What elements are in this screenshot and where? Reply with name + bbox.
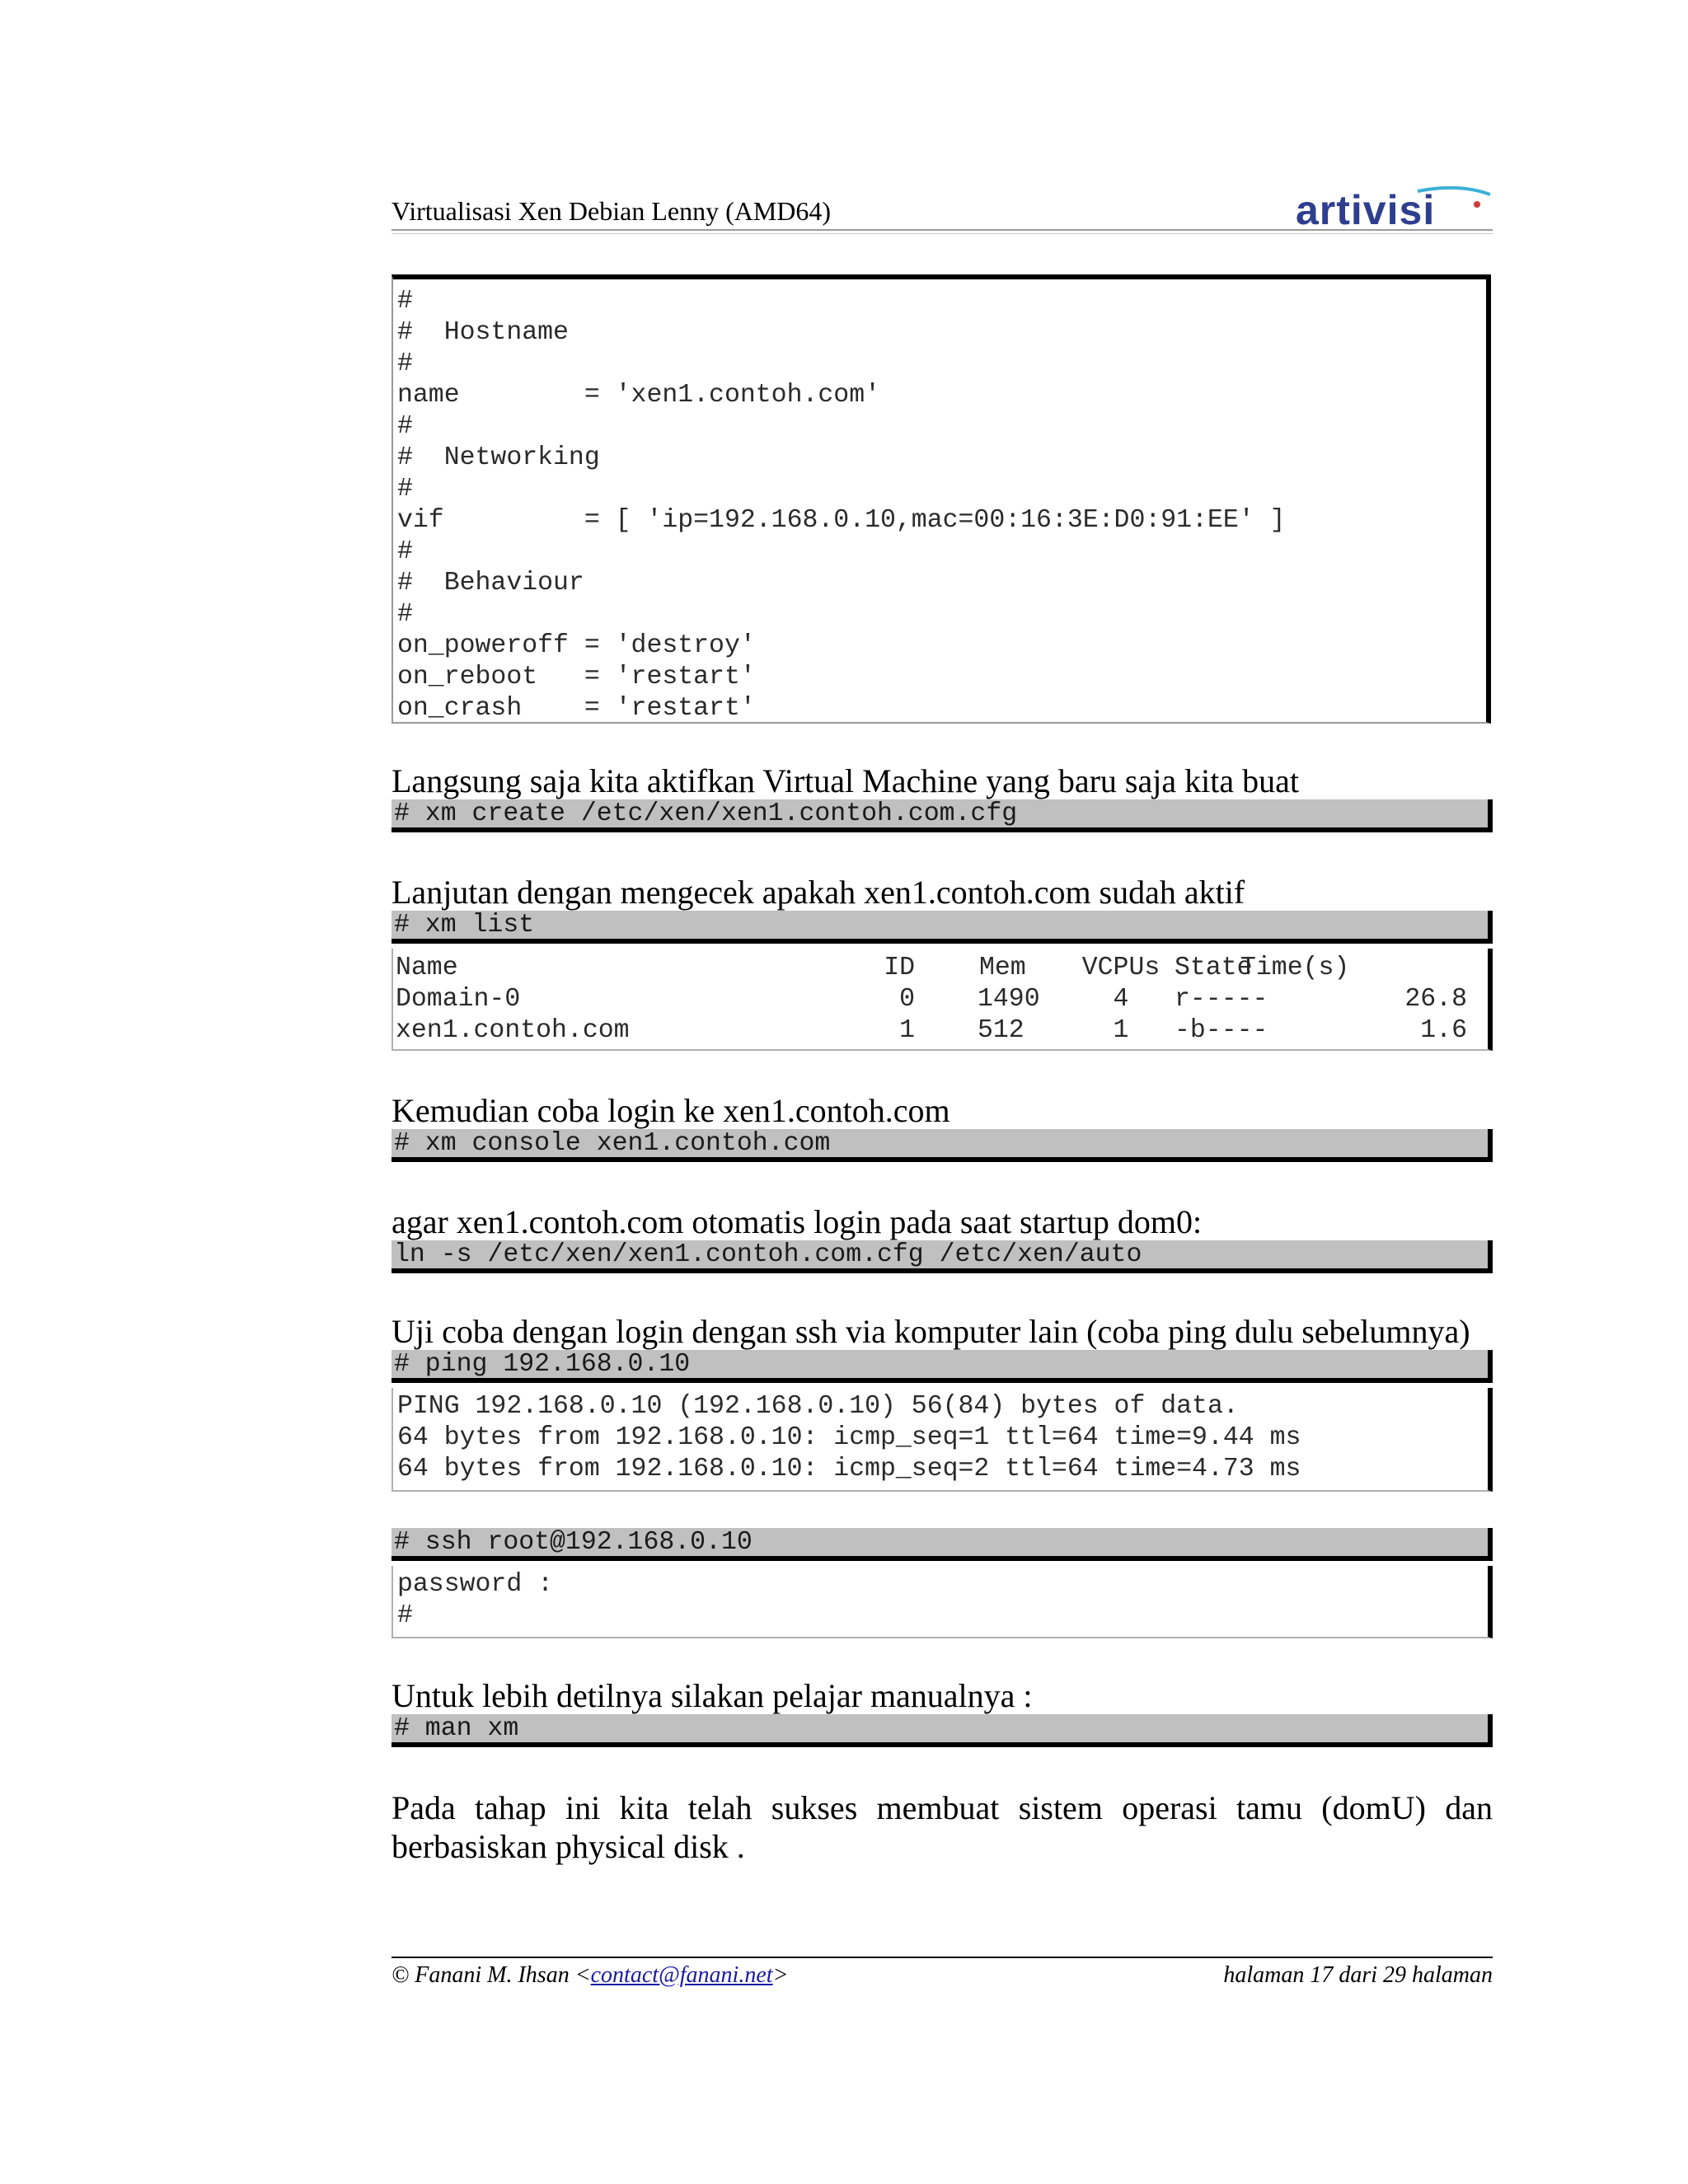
footer-author	[392, 1961, 788, 1990]
config-line: name = 'xen1.contoh.com'	[397, 381, 880, 410]
config-line: #	[397, 475, 413, 504]
logo-dot	[1474, 201, 1480, 208]
create-lead-text: Langsung saja kita aktifkan Virtual Machine yang baru saja kita buat	[392, 762, 1299, 799]
config-line: #	[397, 412, 413, 441]
cell-name: xen1.contoh.com	[396, 1016, 630, 1045]
config-code-block	[392, 274, 1491, 724]
config-line: on_reboot = 'restart'	[397, 663, 756, 691]
cell-mem: 1490	[978, 985, 1040, 1014]
list-lead-text: Lanjutan dengan mengecek apakah xen1.contoh.com sudah aktif	[392, 874, 1245, 911]
ssh-output-box	[392, 1566, 1493, 1638]
col-header-time: Time(s)	[1240, 954, 1350, 982]
ping-command-bar	[392, 1350, 1493, 1383]
col-header-name: Name	[396, 954, 458, 982]
man-command: # man xm	[394, 1714, 519, 1743]
cell-name: Domain-0	[396, 985, 521, 1014]
header-rule-thin	[392, 233, 1493, 234]
col-header-mem: Mem	[979, 954, 1026, 982]
cell-state: -b----	[1175, 1016, 1268, 1045]
cell-mem: 512	[978, 1016, 1025, 1045]
auto-command: ln -s /etc/xen/xen1.contoh.com.cfg /etc/xen/auto	[394, 1240, 1142, 1269]
auto-lead-text: agar xen1.contoh.com otomatis login pada saat startup dom0:	[392, 1203, 1203, 1240]
cell-vcpus: 4	[1113, 985, 1129, 1014]
col-header-vcpus: VCPUs	[1081, 954, 1160, 982]
author-email-link[interactable]: contact@fanani.net	[590, 1962, 773, 1988]
list-command-bar	[392, 911, 1493, 944]
config-line: # Hostname	[397, 318, 569, 347]
config-line: # Behaviour	[397, 569, 584, 598]
header-title: Virtualisasi Xen Debian Lenny (AMD64)	[392, 196, 832, 226]
config-line: #	[397, 537, 413, 566]
ping-command: # ping 192.168.0.10	[394, 1350, 691, 1379]
ping-output-line: 64 bytes from 192.168.0.10: icmp_seq=1 ttl=64 time=9.44 ms	[397, 1423, 1301, 1452]
col-header-id: ID	[884, 954, 915, 982]
cell-state: r-----	[1175, 985, 1268, 1014]
footer-page-info: halaman 17 dari 29 halaman	[1223, 1962, 1493, 1988]
config-line: on_crash = 'restart'	[397, 694, 756, 723]
cell-time: 1.6	[1420, 1016, 1467, 1045]
footer-author-suffix: >	[772, 1962, 789, 1988]
create-command-bar	[392, 799, 1493, 832]
ssh-output-line: #	[397, 1601, 413, 1630]
ping-output-line: PING 192.168.0.10 (192.168.0.10) 56(84) bytes of data.	[397, 1392, 1239, 1421]
artivisi-logo	[1294, 186, 1493, 236]
list-command: # xm list	[394, 911, 535, 940]
config-line: vif = [ 'ip=192.168.0.10,mac=00:16:3E:D0:91:EE' ]	[397, 506, 1286, 535]
ssh-command-bar	[392, 1528, 1493, 1561]
footer-author-prefix: © Fanani M. Ihsan <	[392, 1962, 591, 1988]
console-command: # xm console xen1.contoh.com	[394, 1129, 831, 1158]
ping-output-box	[392, 1388, 1493, 1492]
config-line: #	[397, 349, 413, 378]
config-line: # Networking	[397, 443, 600, 472]
logo-wordmark: artivisi	[1296, 187, 1436, 233]
console-lead-text: Kemudian coba login ke xen1.contoh.com	[392, 1092, 950, 1129]
cell-id: 0	[899, 985, 915, 1014]
ssh-output-line: password :	[397, 1570, 554, 1599]
auto-command-bar	[392, 1240, 1493, 1273]
config-line: #	[397, 600, 413, 629]
console-command-bar	[392, 1129, 1493, 1162]
config-line: #	[397, 287, 413, 316]
footer-rule	[392, 1957, 1493, 1958]
header-rule	[392, 229, 1493, 231]
cell-time: 26.8	[1404, 985, 1467, 1014]
create-command: # xm create /etc/xen/xen1.contoh.com.cfg	[394, 799, 1018, 828]
cell-vcpus: 1	[1113, 1016, 1129, 1045]
closing-paragraph: Pada tahap ini kita telah sukses membuat sistem operasi tamu (domU) dan berbasiskan physical disk .	[392, 1789, 1493, 1865]
man-lead-text: Untuk lebih detilnya silakan pelajar manualnya :	[392, 1677, 1033, 1714]
man-command-bar	[392, 1714, 1493, 1747]
config-line: on_poweroff = 'destroy'	[397, 631, 756, 660]
cell-id: 1	[899, 1016, 915, 1045]
ssh-command: # ssh root@192.168.0.10	[394, 1528, 753, 1557]
ping-output-line: 64 bytes from 192.168.0.10: icmp_seq=2 ttl=64 time=4.73 ms	[397, 1455, 1301, 1483]
col-header-state: State	[1175, 954, 1253, 982]
ping-lead-text: Uji coba dengan login dengan ssh via komputer lain (coba ping dulu sebelumnya)	[392, 1313, 1470, 1350]
